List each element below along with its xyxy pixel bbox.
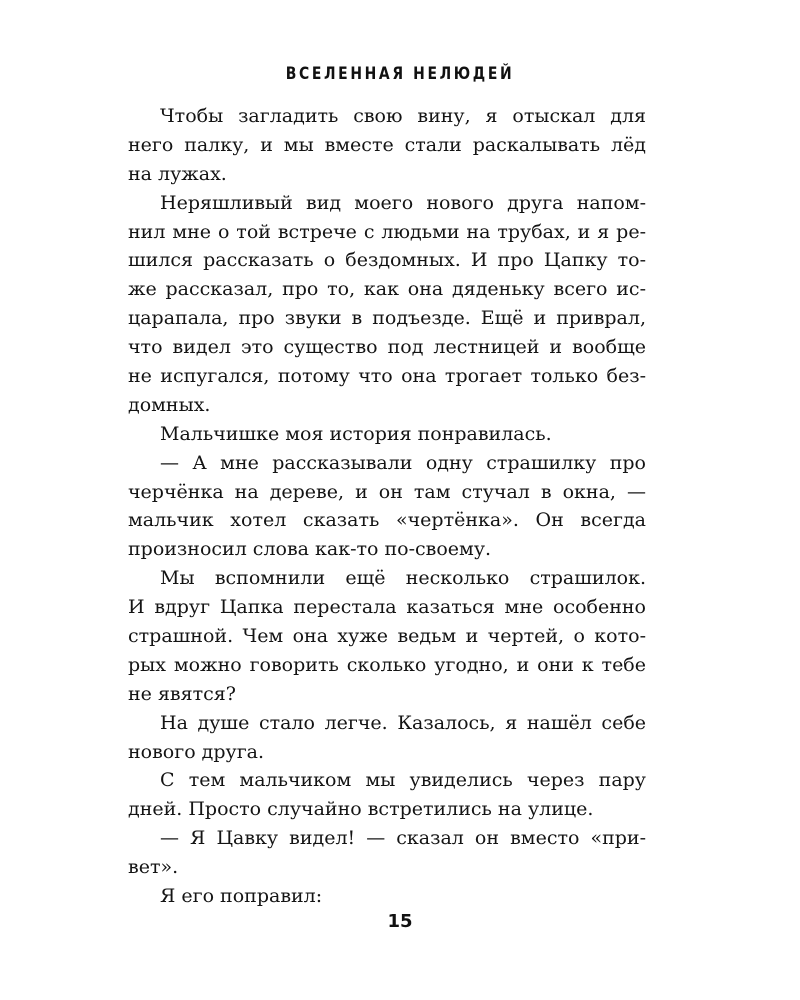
text-line <box>128 535 646 564</box>
text-line <box>128 593 646 622</box>
text-line-content: — Я Цавку видел! — сказал он вместо «при- <box>160 827 646 850</box>
text-line <box>128 651 646 680</box>
text-line-content: что видел это существо под лестницей и вообще <box>128 336 646 359</box>
running-title: ВСЕЛЕННАЯ НЕЛЮДЕЙ <box>285 64 515 84</box>
text-line-content: же рассказал, про то, как она дяденьку всего ис- <box>128 278 646 301</box>
text-line <box>128 304 646 333</box>
text-line-content: шился рассказать о бездомных. И про Цапку то- <box>128 249 646 272</box>
text-line <box>128 680 646 709</box>
text-line <box>128 189 646 218</box>
text-line <box>128 246 646 275</box>
text-line-content: царапала, про звуки в подъезде. Ещё и приврал, <box>128 307 646 330</box>
text-line <box>128 391 646 420</box>
text-line-content: Мы вспомнили ещё несколько страшилок. <box>160 567 646 590</box>
text-line-content: не испугался, потому что она трогает только без- <box>128 365 646 388</box>
text-line-content: черчёнка на дереве, и он там стучал в окна, — <box>128 480 646 503</box>
text-line-content: Неряшливый вид моего нового друга напом- <box>160 191 646 214</box>
text-line-content: дней. Просто случайно встретились на улице. <box>128 798 594 821</box>
text-line-content: — А мне рассказывали одну страшилку про <box>160 451 646 474</box>
text-line <box>128 131 646 160</box>
text-line-content: домных. <box>128 393 211 416</box>
text-line <box>128 824 646 853</box>
text-line <box>128 362 646 391</box>
text-line <box>128 738 646 767</box>
text-line-content: рых можно говорить сколько угодно, и они к тебе <box>128 653 646 676</box>
text-line-content: вет». <box>128 856 179 879</box>
text-line <box>128 795 646 824</box>
text-line <box>128 275 646 304</box>
text-line-content: страшной. Чем она хуже ведьм и чертей, о кото- <box>128 625 646 648</box>
text-line <box>128 766 646 795</box>
text-line-content: нил мне о той встрече с людьми на трубах, и я ре- <box>128 220 646 243</box>
text-line <box>128 622 646 651</box>
text-line <box>128 420 646 449</box>
text-line-content: на лужах. <box>128 162 227 185</box>
text-line <box>128 506 646 535</box>
text-line <box>128 882 646 911</box>
text-line-content: не явятся? <box>128 682 236 705</box>
text-line-content: мальчик хотел сказать «чертёнка». Он всегда <box>128 509 646 532</box>
text-line <box>128 218 646 247</box>
text-line-content: произносил слова как-то по-своему. <box>128 538 492 561</box>
text-line-content: И вдруг Цапка перестала казаться мне особенно <box>128 596 646 619</box>
text-line-content: Мальчишке моя история понравилась. <box>160 422 552 445</box>
text-line <box>128 102 646 131</box>
text-line <box>128 853 646 882</box>
text-line <box>128 333 646 362</box>
text-line <box>128 564 646 593</box>
body-text <box>128 102 646 911</box>
text-line-content: С тем мальчиком мы увиделись через пару <box>160 769 646 792</box>
text-line <box>128 449 646 478</box>
text-line-content: него палку, и мы вместе стали раскалывать лёд <box>128 133 646 156</box>
text-line-content: На душе стало легче. Казалось, я нашёл себе <box>160 711 646 734</box>
text-line-content: нового друга. <box>128 740 265 763</box>
text-line <box>128 478 646 507</box>
text-line-content: Я его поправил: <box>160 885 323 908</box>
page-number: 15 <box>387 911 413 932</box>
text-line <box>128 709 646 738</box>
text-line <box>128 160 646 189</box>
text-line-content: Чтобы загладить свою вину, я отыскал для <box>160 105 646 127</box>
